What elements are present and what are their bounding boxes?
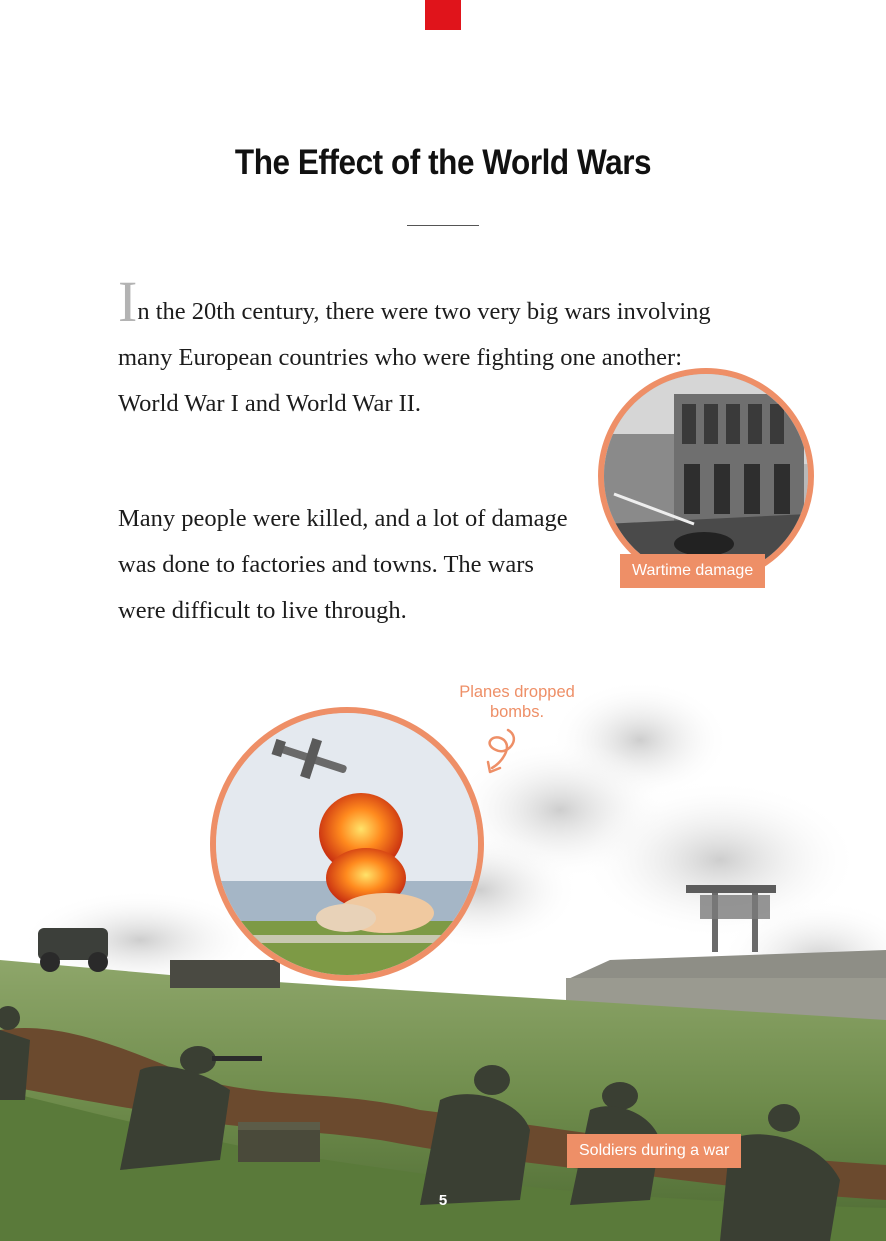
bomb-explosion-photo xyxy=(210,707,484,981)
curly-arrow-icon xyxy=(478,726,524,776)
title-divider xyxy=(407,225,479,226)
soldiers-caption: Soldiers during a war xyxy=(567,1134,741,1168)
planes-note-line1: Planes dropped xyxy=(459,683,575,701)
page-number: 5 xyxy=(438,1192,448,1209)
wartime-damage-photo xyxy=(598,368,814,584)
explosion-image xyxy=(216,713,478,975)
planes-note xyxy=(442,682,592,722)
damage-paragraph: Many people were killed, and a lot of damage was done to factories and towns. The wars were difficult to live through. xyxy=(118,505,568,624)
wartime-damage-caption: Wartime damage xyxy=(620,554,765,588)
intro-paragraph-text: n the 20th century, there were two very big wars involving many European countries who were fighting one another: World War I and World War II. xyxy=(118,298,711,417)
page-title: The Effect of the World Wars xyxy=(234,143,652,183)
planes-note-line2: bombs. xyxy=(489,703,545,721)
ruined-building-image xyxy=(604,374,808,578)
page-top-marker xyxy=(425,0,461,30)
drop-cap: I xyxy=(118,269,138,334)
